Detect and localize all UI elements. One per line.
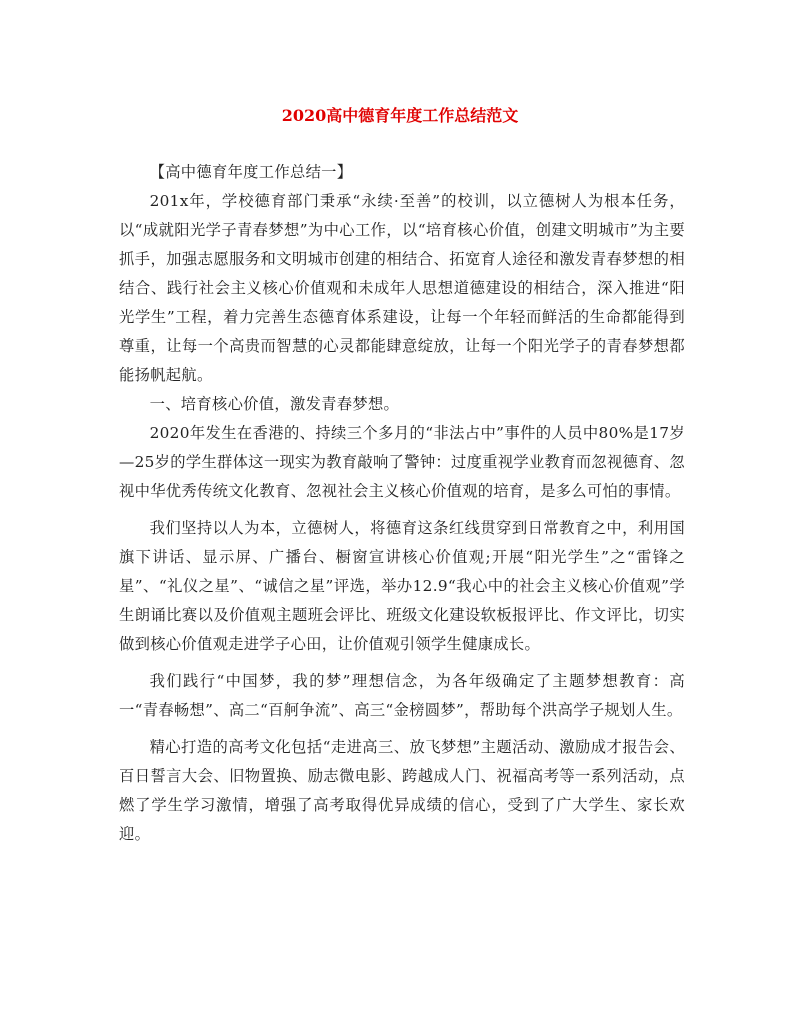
paragraph-core-values: 我们坚持以人为本，立德树人，将德育这条红线贯穿到日常教育之中，利用国旗下讲话、显示屏、广播台、橱窗宣讲核心价值观;开展“阳光学生”之“雷锋之星”、“礼仪之星”、“诚信之星”评选，举办12.9“我心中的社会主义核心价值观”学生朗诵比赛以及价值观主题班会评比、班级文化建设软板报评比、作文评比，切实做到核心价值观走进学子心田，让价值观引领学生健康成长。 (119, 519, 685, 653)
document-title: 2020高中德育年度工作总结范文 (281, 106, 519, 125)
paragraph-intro: 201x年，学校德育部门秉承“永续·至善”的校训，以立德树人为根本任务，以“成就阳光学子青春梦想”为中心工作，以“培育核心价值，创建文明城市”为主要抓手，加强志愿服务和文明城市创建的相结合、拓宽育人途径和激发青春梦想的相结合、践行社会主义核心价值观和未成年人思想道德建设的相结合，深入推进“阳光学生”工程，着力完善生态德育体系建设，让每一个年轻而鲜活的生命都能得到尊重，让每一个高贵而智慧的心灵都能肆意绽放，让每一个阳光学子的青春梦想都能扬帆起航。 (119, 192, 685, 384)
paragraph-hongkong: 2020年发生在香港的、持续三个多月的“非法占中”事件的人员中80%是17岁—25岁的学生群体这一现实为教育敲响了警钟：过度重视学业教育而忽视德育、忽视中华优秀传统文化教育、忽视社会主义核心价值观的培育，是多么可怕的事情。 (119, 424, 685, 500)
section-heading: 【高中德育年度工作总结一】 (149, 163, 353, 181)
subsection-heading: 一、培育核心价值，激发青春梦想。 (149, 395, 400, 413)
paragraph-gaokao-culture: 精心打造的高考文化包括“走进高三、放飞梦想”主题活动、激励成才报告会、百日誓言大会、旧物置换、励志微电影、跨越成人门、祝福高考等一系列活动，点燃了学生学习激情，增强了高考取得优异成绩的信心，受到了广大学生、家长欢迎。 (119, 738, 685, 843)
document-body (119, 158, 685, 849)
paragraph-china-dream: 我们践行“中国梦，我的梦”理想信念，为各年级确定了主题梦想教育：高一“青春畅想”、高二“百舸争流”、高三“金榜圆梦”，帮助每个洪高学子规划人生。 (119, 672, 685, 719)
